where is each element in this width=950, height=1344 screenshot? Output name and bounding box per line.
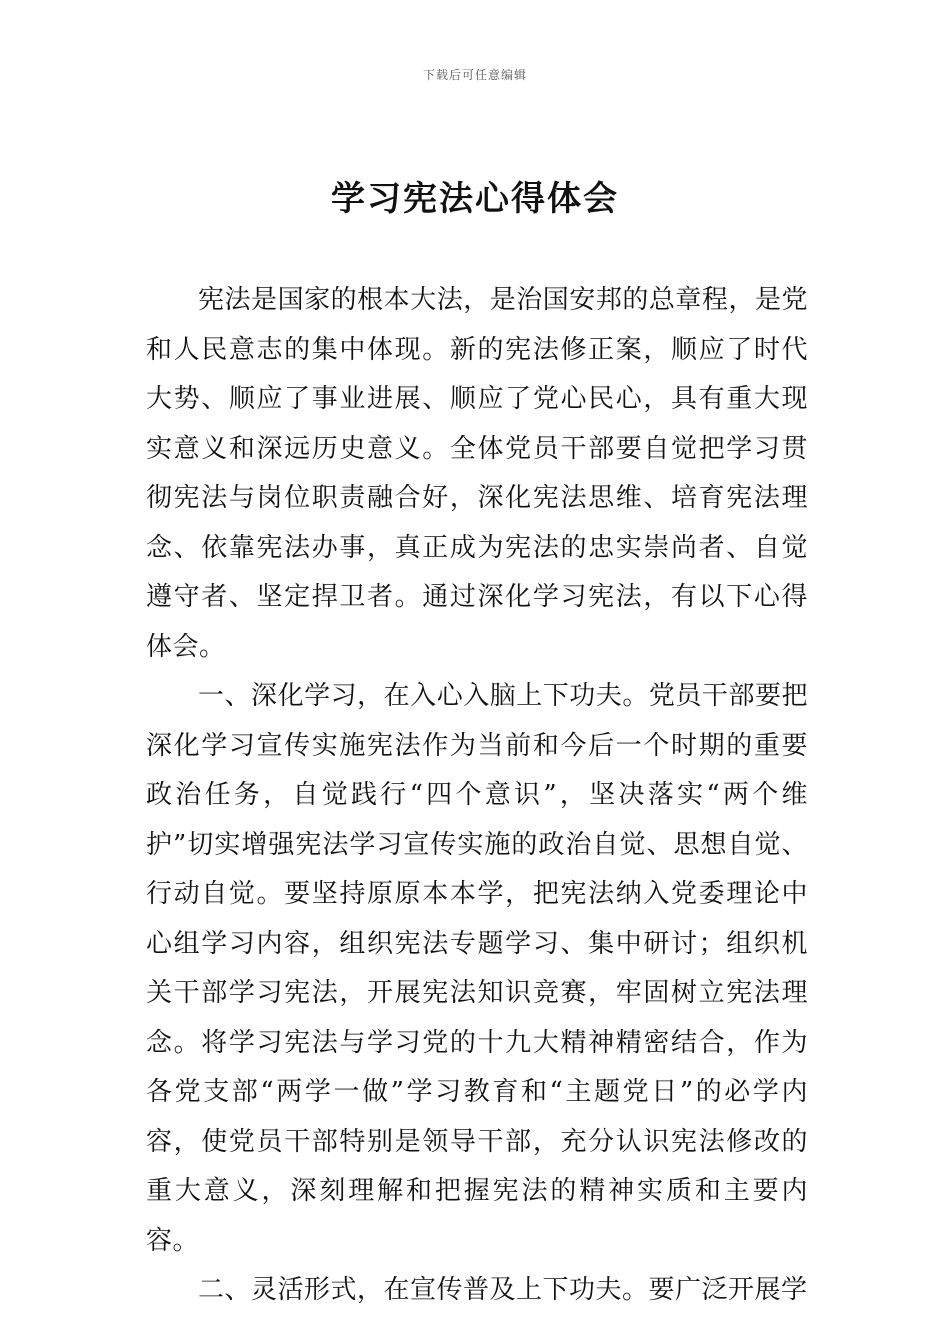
- document-title: 学习宪法心得体会: [331, 179, 619, 219]
- document-body: [146, 276, 808, 1316]
- paragraph-section-two: 二、灵活形式，在宣传普及上下功夫。要广泛开展学: [198, 1275, 808, 1305]
- header-note: 下载后可任意编辑: [422, 68, 527, 82]
- paragraph-intro: 宪法是国家的根本大法，是治国安邦的总章程，是党和人民意志的集中体现。新的宪法修正案，顺应了时代大势、顺应了事业进展、顺应了党心民心，具有重大现实意义和深远历史意义。全体党员干部要自觉把学习贯彻宪法与岗位职责融合好，深化宪法思维、培育宪法理念、依靠宪法办事，真正成为宪法的忠实崇尚者、自觉遵守者、坚定捍卫者。通过深化学习宪法，有以下心得体会。: [146, 285, 808, 662]
- paragraph-section-one: 一、深化学习，在入心入脑上下功夫。党员干部要把深化学习宣传实施宪法作为当前和今后一个时期的重要政治任务，自觉践行“四个意识”，坚决落实“两个维护”切实增强宪法学习宣传实施的政治自觉、思想自觉、行动自觉。要坚持原原本本学，把宪法纳入党委理论中心组学习内容，组织宪法专题学习、集中研讨；组织机关干部学习宪法，开展宪法知识竞赛，牢固树立宪法理念。将学习宪法与学习党的十九大精神精密结合，作为各党支部“两学一做”学习教育和“主题党日”的必学内容，使党员干部特别是领导干部，充分认识宪法修改的重大意义，深刻理解和把握宪法的精神实质和主要内容。: [146, 681, 808, 1256]
